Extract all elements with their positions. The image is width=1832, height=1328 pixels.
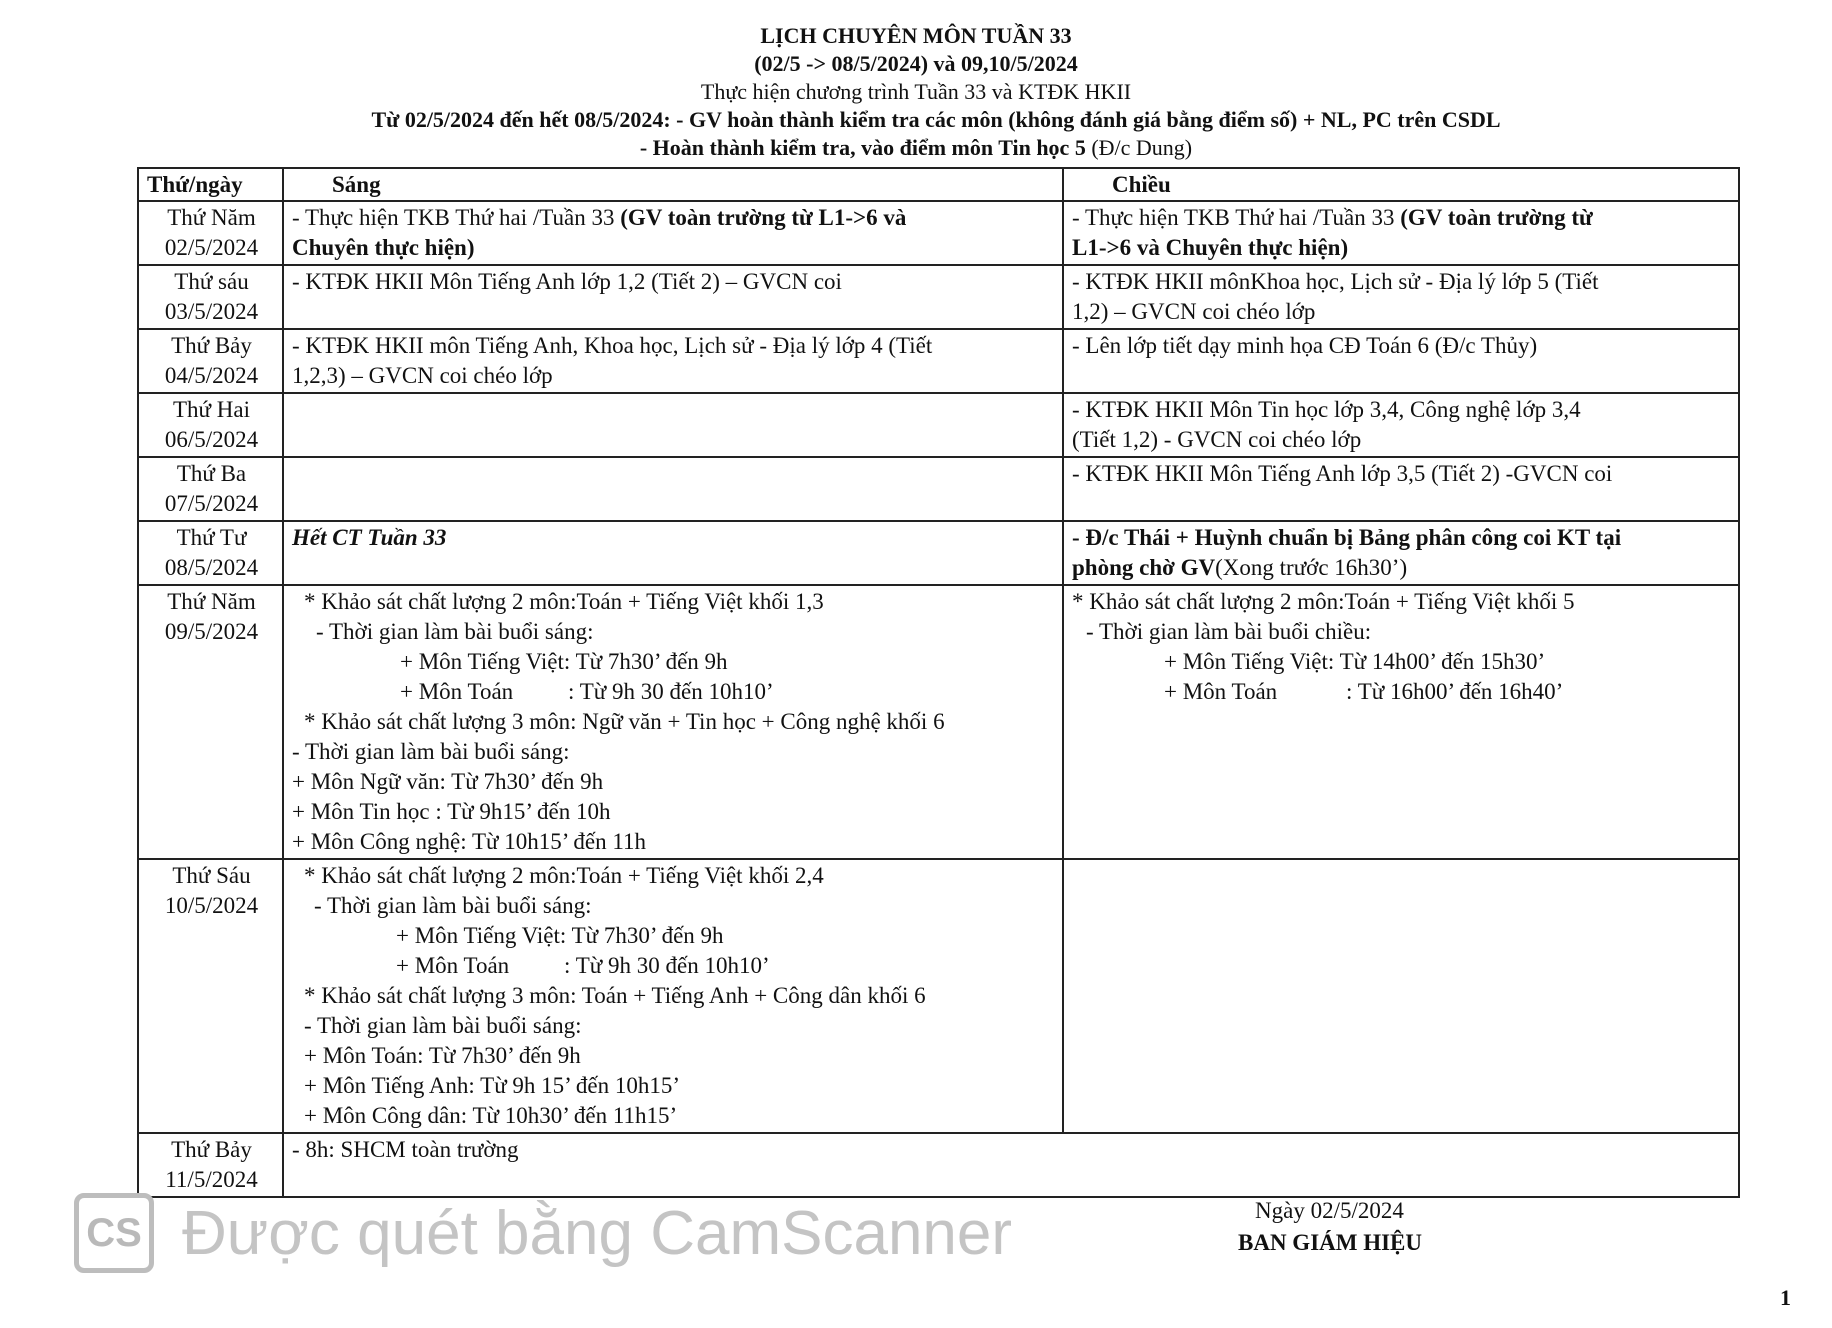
cell-text-bold: (GV toàn trường từ <box>1400 205 1593 230</box>
day-date: 06/5/2024 <box>164 427 259 452</box>
subtitle: Thực hiện chương trình Tuần 33 và KTĐK HKII <box>700 79 1132 104</box>
cell-text: : Từ 9h 30 đến 10h10’ <box>564 953 770 978</box>
day-name: Thứ Bảy <box>171 1137 252 1162</box>
signer-title: BAN GIÁM HIỆU <box>1238 1230 1423 1255</box>
afternoon-cell <box>1063 585 1739 859</box>
table-row <box>138 201 1739 265</box>
cell-line: - Lên lớp tiết dạy minh họa CĐ Toán 6 (Đ/c Thủy) <box>1072 333 1538 358</box>
day-cell <box>138 329 283 393</box>
header-day: Thứ/ngày <box>138 168 283 201</box>
day-date: 02/5/2024 <box>164 235 259 260</box>
table-row <box>138 393 1739 457</box>
camscanner-logo-icon: CS <box>74 1193 154 1273</box>
day-date: 11/5/2024 <box>165 1167 258 1192</box>
cell-line: - Thời gian làm bài buổi sáng: <box>314 893 592 918</box>
cell-line: - KTĐK HKII Môn Tiếng Anh lớp 1,2 (Tiết 2) – GVCN coi <box>292 269 842 294</box>
cell-line: - KTĐK HKII môn Tiếng Anh, Khoa học, Lịch sử - Địa lý lớp 4 (Tiết <box>292 333 933 358</box>
cell-line: * Khảo sát chất lượng 2 môn:Toán + Tiếng Việt khối 2,4 <box>304 863 824 888</box>
page-number: 1 <box>1780 1285 1791 1310</box>
schedule-table <box>137 167 1740 1198</box>
table-row <box>138 585 1739 859</box>
table-row <box>138 265 1739 329</box>
cell-line: - Thời gian làm bài buổi chiều: <box>1086 619 1372 644</box>
cell-line: + Môn Công dân: Từ 10h30’ đến 11h15’ <box>304 1103 678 1128</box>
cell-line: + Môn Tiếng Việt: Từ 7h30’ đến 9h <box>400 649 728 674</box>
afternoon-cell <box>1063 201 1739 265</box>
day-cell <box>138 265 283 329</box>
cell-line: (Tiết 1,2) - GVCN coi chéo lớp <box>1072 427 1362 452</box>
table-row <box>138 329 1739 393</box>
watermark-text: Được quét bằng CamScanner <box>182 1198 1013 1268</box>
day-name: Thứ Năm <box>167 205 256 230</box>
note-text-2-tail: (Đ/c Dung) <box>1091 135 1193 160</box>
afternoon-cell <box>1063 329 1739 393</box>
cell-line: * Khảo sát chất lượng 2 môn:Toán + Tiếng Việt khối 5 <box>1072 589 1575 614</box>
cell-line <box>292 203 1056 233</box>
morning-cell <box>283 265 1063 329</box>
cell-line: - Thời gian làm bài buổi sáng: <box>316 619 594 644</box>
cell-text: : Từ 16h00’ đến 16h40’ <box>1346 679 1564 704</box>
table-row <box>138 1133 1739 1197</box>
afternoon-cell <box>1063 457 1739 521</box>
day-cell <box>138 201 283 265</box>
morning-cell <box>283 457 1063 521</box>
cell-line: L1->6 và Chuyên thực hiện) <box>1072 235 1349 260</box>
cell-line: * Khảo sát chất lượng 3 môn: Ngữ văn + Tin học + Công nghệ khối 6 <box>304 709 945 734</box>
note-line-2 <box>0 134 1832 162</box>
day-date: 10/5/2024 <box>164 893 259 918</box>
cell-line: Hết CT Tuần 33 <box>292 525 447 550</box>
cell-line: + Môn Tiếng Việt: Từ 14h00’ đến 15h30’ <box>1164 649 1546 674</box>
cell-line: Chuyên thực hiện) <box>292 235 475 260</box>
cell-line: - KTĐK HKII Môn Tiếng Anh lớp 3,5 (Tiết 2) -GVCN coi <box>1072 461 1613 486</box>
camscanner-watermark <box>74 1193 1012 1273</box>
table-header-row <box>138 168 1739 201</box>
day-cell <box>138 1133 283 1197</box>
cell-text: + Môn Toán <box>396 953 510 978</box>
cell-line: - Đ/c Thái + Huỳnh chuẩn bị Bảng phân công coi KT tại <box>1072 525 1622 550</box>
cell-text: + Môn Toán <box>400 679 514 704</box>
cell-line: - KTĐK HKII mônKhoa học, Lịch sử - Địa lý lớp 5 (Tiết <box>1072 269 1599 294</box>
morning-cell <box>283 201 1063 265</box>
cell-line <box>1072 553 1732 583</box>
morning-cell <box>283 393 1063 457</box>
cell-line: + Môn Công nghệ: Từ 10h15’ đến 11h <box>292 829 647 854</box>
cell-text: + Môn Toán <box>1164 679 1278 704</box>
day-cell <box>138 457 283 521</box>
table-row <box>138 859 1739 1133</box>
cell-line: 1,2) – GVCN coi chéo lớp <box>1072 299 1316 324</box>
cell-line: - KTĐK HKII Môn Tin học lớp 3,4, Công nghệ lớp 3,4 <box>1072 397 1581 422</box>
afternoon-cell <box>1063 265 1739 329</box>
cell-line: + Môn Tin học : Từ 9h15’ đến 10h <box>292 799 611 824</box>
day-date: 07/5/2024 <box>164 491 259 516</box>
note-text-2: - Hoàn thành kiểm tra, vào điểm môn Tin học 5 <box>639 135 1086 160</box>
day-date: 04/5/2024 <box>164 363 259 388</box>
cell-line <box>292 677 1056 707</box>
cell-line: + Môn Toán: Từ 7h30’ đến 9h <box>304 1043 581 1068</box>
cell-line: + Môn Tiếng Anh: Từ 9h 15’ đến 10h15’ <box>304 1073 680 1098</box>
cell-line: + Môn Ngữ văn: Từ 7h30’ đến 9h <box>292 769 604 794</box>
cell-line: 1,2,3) – GVCN coi chéo lớp <box>292 363 553 388</box>
cell-line <box>1072 203 1732 233</box>
cell-text: : Từ 9h 30 đến 10h10’ <box>568 679 774 704</box>
cell-text: (Xong trước 16h30’) <box>1215 555 1408 580</box>
day-date: 09/5/2024 <box>164 619 259 644</box>
morning-cell <box>283 521 1063 585</box>
cell-line: - Thời gian làm bài buổi sáng: <box>304 1013 582 1038</box>
day-cell <box>138 521 283 585</box>
cell-line: * Khảo sát chất lượng 3 môn: Toán + Tiếng Anh + Công dân khối 6 <box>304 983 926 1008</box>
table-row <box>138 521 1739 585</box>
cell-text-bold: phòng chờ GV <box>1072 555 1216 580</box>
day-name: Thứ Hai <box>173 397 250 422</box>
cell-line: - 8h: SHCM toàn trường <box>292 1137 519 1162</box>
note-line-1 <box>0 106 1832 134</box>
cell-line <box>1072 677 1732 707</box>
signature-date: Ngày 02/5/2024 <box>1255 1198 1404 1223</box>
cell-line: * Khảo sát chất lượng 2 môn:Toán + Tiếng Việt khối 1,3 <box>304 589 824 614</box>
note-prefix: Từ 02/5/2024 đến hết 08/5/2024: <box>371 107 671 132</box>
cell-text: - Thực hiện TKB Thứ hai /Tuần 33 <box>1072 205 1401 230</box>
day-cell <box>138 859 283 1133</box>
day-date: 03/5/2024 <box>164 299 259 324</box>
date-range: (02/5 -> 08/5/2024) và 09,10/5/2024 <box>754 51 1078 76</box>
day-date: 08/5/2024 <box>164 555 259 580</box>
cell-line <box>292 951 1056 981</box>
header-morning: Sáng <box>283 168 1063 201</box>
document-header <box>0 22 1832 162</box>
day-name: Thứ Tư <box>176 525 247 550</box>
cell-text-bold: (GV toàn trường từ L1->6 và <box>620 205 907 230</box>
cell-line: - Thời gian làm bài buổi sáng: <box>292 739 570 764</box>
morning-cell <box>283 859 1063 1133</box>
day-cell <box>138 393 283 457</box>
day-name: Thứ Năm <box>167 589 256 614</box>
full-day-cell <box>283 1133 1739 1197</box>
day-cell <box>138 585 283 859</box>
day-name: Thứ Ba <box>176 461 247 486</box>
table-row <box>138 457 1739 521</box>
day-name: Thứ Bảy <box>171 333 252 358</box>
afternoon-cell <box>1063 859 1739 1133</box>
note-text-1: - GV hoàn thành kiểm tra các môn (không đánh giá bằng điểm số) + NL, PC trên CSDL <box>676 107 1501 132</box>
header-afternoon: Chiều <box>1063 168 1739 201</box>
day-name: Thứ sáu <box>174 269 249 294</box>
afternoon-cell <box>1063 393 1739 457</box>
cell-line: + Môn Tiếng Việt: Từ 7h30’ đến 9h <box>396 923 724 948</box>
cell-text: - Thực hiện TKB Thứ hai /Tuần 33 <box>292 205 621 230</box>
page-title: LỊCH CHUYÊN MÔN TUẦN 33 <box>760 23 1072 48</box>
day-name: Thứ Sáu <box>172 863 251 888</box>
morning-cell <box>283 585 1063 859</box>
afternoon-cell <box>1063 521 1739 585</box>
morning-cell <box>283 329 1063 393</box>
